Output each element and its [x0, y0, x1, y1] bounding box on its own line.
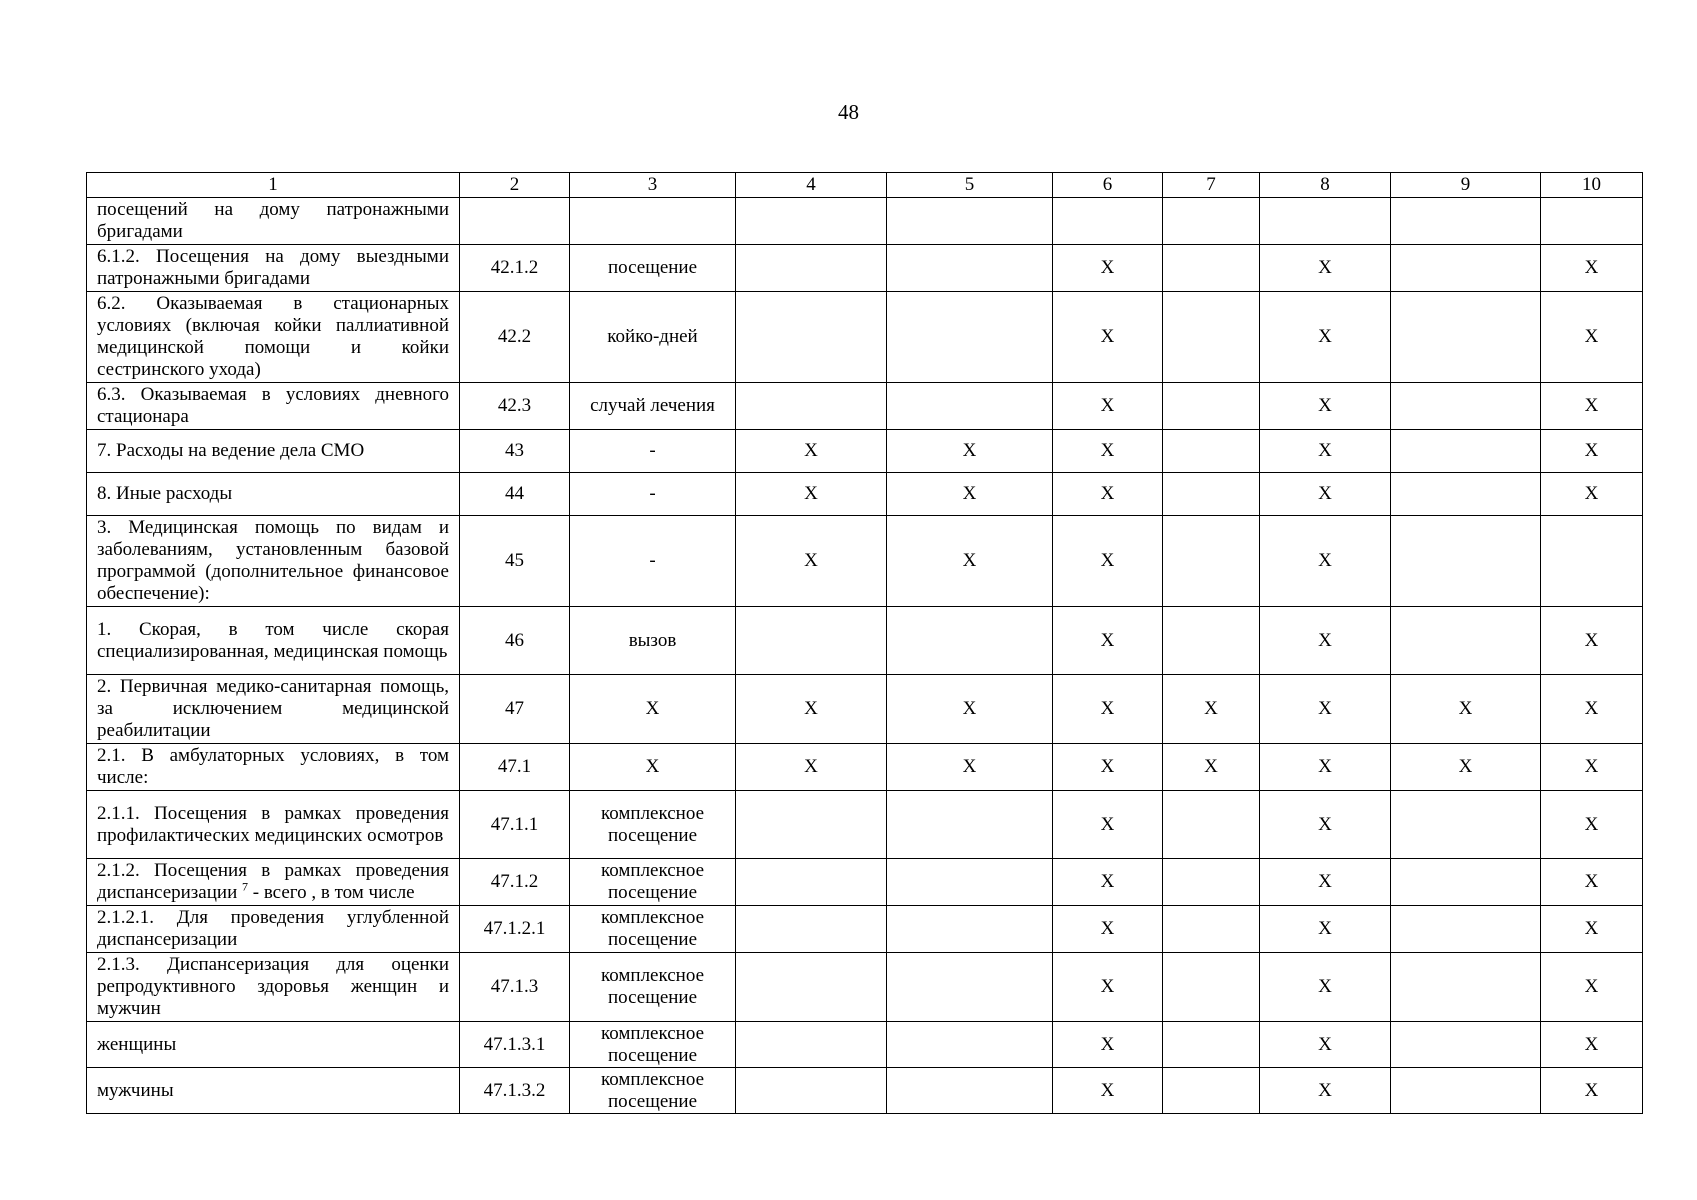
row-unit: - [570, 473, 736, 516]
row-unit: случай лечения [570, 383, 736, 430]
cell-col8: X [1260, 859, 1391, 906]
row-name: 2.1.3. Диспансеризация для оценки репродуктивного здоровья женщин и мужчин [87, 953, 460, 1022]
cell-col5 [887, 607, 1053, 675]
cell-col8: X [1260, 906, 1391, 953]
cell-col6: X [1053, 859, 1163, 906]
table-row [87, 791, 1643, 859]
cell-col7 [1163, 1022, 1260, 1068]
cell-col8: X [1260, 607, 1391, 675]
cell-col9 [1391, 906, 1541, 953]
cell-col7: X [1163, 744, 1260, 791]
row-name: 6.1.2. Посещения на дому выездными патронажными бригадами [87, 245, 460, 292]
cell-col7 [1163, 953, 1260, 1022]
cell-col7 [1163, 383, 1260, 430]
cell-col6: X [1053, 430, 1163, 473]
cell-col7 [1163, 906, 1260, 953]
cell-col10: X [1541, 430, 1643, 473]
cell-col4 [736, 292, 887, 383]
row-unit: X [570, 744, 736, 791]
cell-col9 [1391, 791, 1541, 859]
cell-col9 [1391, 198, 1541, 245]
row-name: посещений на дому патронажными бригадами [87, 198, 460, 245]
cell-col8: X [1260, 1022, 1391, 1068]
row-name: 2. Первичная медико-санитарная помощь, за исключением медицинской реабилитации [87, 675, 460, 744]
cell-col10: X [1541, 473, 1643, 516]
table-row [87, 906, 1643, 953]
cell-col9 [1391, 1068, 1541, 1114]
header-cell: 1 [87, 173, 460, 198]
row-code: 46 [460, 607, 570, 675]
row-unit: комплексное посещение [570, 791, 736, 859]
cell-col4: X [736, 473, 887, 516]
cell-col8 [1260, 198, 1391, 245]
row-name: мужчины [87, 1068, 460, 1114]
table-row [87, 607, 1643, 675]
table-row [87, 198, 1643, 245]
cell-col8: X [1260, 744, 1391, 791]
header-cell: 3 [570, 173, 736, 198]
cell-col5 [887, 1068, 1053, 1114]
header-row [87, 173, 1643, 198]
cell-col8: X [1260, 516, 1391, 607]
cell-col5: X [887, 675, 1053, 744]
cell-col9 [1391, 607, 1541, 675]
header-cell: 8 [1260, 173, 1391, 198]
cell-col10: X [1541, 383, 1643, 430]
cell-col9 [1391, 245, 1541, 292]
cell-col6: X [1053, 791, 1163, 859]
row-code: 47.1.3.2 [460, 1068, 570, 1114]
header-cell: 6 [1053, 173, 1163, 198]
cell-col6: X [1053, 675, 1163, 744]
cell-col10 [1541, 516, 1643, 607]
page-number: 48 [838, 100, 859, 124]
table-row [87, 859, 1643, 906]
cell-col10: X [1541, 791, 1643, 859]
row-unit: койко-дней [570, 292, 736, 383]
cell-col4 [736, 607, 887, 675]
cell-col9 [1391, 383, 1541, 430]
row-code: 42.3 [460, 383, 570, 430]
cell-col9 [1391, 859, 1541, 906]
cell-col7 [1163, 430, 1260, 473]
cell-col5: X [887, 430, 1053, 473]
row-name: 2.1.1. Посещения в рамках проведения профилактических медицинских осмотров [87, 791, 460, 859]
cell-col7 [1163, 198, 1260, 245]
cell-col5: X [887, 744, 1053, 791]
cell-col6: X [1053, 245, 1163, 292]
footnote-ref: 7 [242, 879, 248, 894]
cell-col6: X [1053, 516, 1163, 607]
cell-col6: X [1053, 906, 1163, 953]
cell-col6 [1053, 198, 1163, 245]
header-cell: 4 [736, 173, 887, 198]
cell-col4 [736, 383, 887, 430]
cell-col5 [887, 245, 1053, 292]
header-cell: 5 [887, 173, 1053, 198]
cell-col8: X [1260, 791, 1391, 859]
table-row [87, 292, 1643, 383]
cell-col10: X [1541, 292, 1643, 383]
cell-col8: X [1260, 430, 1391, 473]
cell-col9: X [1391, 675, 1541, 744]
cell-col10: X [1541, 1068, 1643, 1114]
cell-col5 [887, 791, 1053, 859]
table-row [87, 473, 1643, 516]
row-code: 44 [460, 473, 570, 516]
row-unit: комплексное посещение [570, 1022, 736, 1068]
row-name: 8. Иные расходы [87, 473, 460, 516]
cell-col4 [736, 953, 887, 1022]
row-code: 47 [460, 675, 570, 744]
cell-col6: X [1053, 1068, 1163, 1114]
cell-col4 [736, 245, 887, 292]
cell-col5: X [887, 473, 1053, 516]
cell-col5 [887, 198, 1053, 245]
row-name: 7. Расходы на ведение дела СМО [87, 430, 460, 473]
cell-col10: X [1541, 245, 1643, 292]
cell-col7 [1163, 1068, 1260, 1114]
header-cell: 9 [1391, 173, 1541, 198]
cell-col4: X [736, 744, 887, 791]
row-unit: - [570, 516, 736, 607]
cell-col7 [1163, 473, 1260, 516]
row-unit: посещение [570, 245, 736, 292]
cell-col8: X [1260, 1068, 1391, 1114]
table-row [87, 675, 1643, 744]
cell-col4 [736, 198, 887, 245]
header-cell: 7 [1163, 173, 1260, 198]
cell-col5 [887, 859, 1053, 906]
cell-col8: X [1260, 675, 1391, 744]
table-row [87, 245, 1643, 292]
cell-col8: X [1260, 473, 1391, 516]
cell-col10 [1541, 198, 1643, 245]
cell-col4: X [736, 430, 887, 473]
cell-col5 [887, 1022, 1053, 1068]
row-code: 42.2 [460, 292, 570, 383]
cell-col5 [887, 906, 1053, 953]
row-name-text-cont: - всего , в том числе [248, 882, 415, 903]
row-unit: - [570, 430, 736, 473]
cell-col9 [1391, 516, 1541, 607]
cell-col10: X [1541, 1022, 1643, 1068]
row-name: 2.1. В амбулаторных условиях, в том числе: [87, 744, 460, 791]
cell-col10: X [1541, 607, 1643, 675]
cell-col5: X [887, 516, 1053, 607]
cell-col7 [1163, 292, 1260, 383]
table-row [87, 383, 1643, 430]
cell-col7 [1163, 791, 1260, 859]
cell-col9 [1391, 1022, 1541, 1068]
row-name: 6.2. Оказываемая в стационарных условиях (включая койки паллиативной медицинской помощи и койки сестринского ухода) [87, 292, 460, 383]
cell-col4: X [736, 516, 887, 607]
row-code: 47.1.1 [460, 791, 570, 859]
cell-col4 [736, 906, 887, 953]
cell-col8: X [1260, 953, 1391, 1022]
header-cell: 10 [1541, 173, 1643, 198]
row-unit [570, 198, 736, 245]
row-code: 42.1.2 [460, 245, 570, 292]
cell-col9 [1391, 430, 1541, 473]
row-unit: комплексное посещение [570, 906, 736, 953]
row-code: 45 [460, 516, 570, 607]
row-code [460, 198, 570, 245]
cell-col7 [1163, 516, 1260, 607]
row-code: 47.1.3.1 [460, 1022, 570, 1068]
cell-col5 [887, 383, 1053, 430]
cell-col9 [1391, 473, 1541, 516]
row-name: женщины [87, 1022, 460, 1068]
row-unit: комплексное посещение [570, 859, 736, 906]
data-table [86, 172, 1643, 1114]
cell-col4 [736, 791, 887, 859]
cell-col5 [887, 953, 1053, 1022]
row-name: 3. Медицинская помощь по видам и заболеваниям, установленным базовой программой (дополнительное финансовое обеспечение): [87, 516, 460, 607]
cell-col9 [1391, 292, 1541, 383]
cell-col5 [887, 292, 1053, 383]
table-row [87, 1068, 1643, 1114]
cell-col6: X [1053, 1022, 1163, 1068]
row-unit: комплексное посещение [570, 1068, 736, 1114]
row-unit: вызов [570, 607, 736, 675]
cell-col10: X [1541, 859, 1643, 906]
cell-col8: X [1260, 245, 1391, 292]
cell-col10: X [1541, 906, 1643, 953]
cell-col10: X [1541, 744, 1643, 791]
row-name: 2.1.2.1. Для проведения углубленной диспансеризации [87, 906, 460, 953]
table-row [87, 953, 1643, 1022]
row-code: 43 [460, 430, 570, 473]
row-name-text: 2.1.2. Посещения в рамках проведения диспансеризации [97, 860, 449, 903]
row-unit: комплексное посещение [570, 953, 736, 1022]
row-code: 47.1.2.1 [460, 906, 570, 953]
row-code: 47.1.3 [460, 953, 570, 1022]
cell-col6: X [1053, 953, 1163, 1022]
cell-col7 [1163, 859, 1260, 906]
cell-col10: X [1541, 953, 1643, 1022]
cell-col4: X [736, 675, 887, 744]
cell-col8: X [1260, 383, 1391, 430]
cell-col4 [736, 859, 887, 906]
cell-col9: X [1391, 744, 1541, 791]
cell-col7 [1163, 607, 1260, 675]
cell-col6: X [1053, 473, 1163, 516]
cell-col9 [1391, 953, 1541, 1022]
row-name: 1. Скорая, в том числе скорая специализированная, медицинская помощь [87, 607, 460, 675]
row-code: 47.1 [460, 744, 570, 791]
cell-col7 [1163, 245, 1260, 292]
cell-col6: X [1053, 292, 1163, 383]
row-name: 6.3. Оказываемая в условиях дневного стационара [87, 383, 460, 430]
table-row [87, 744, 1643, 791]
cell-col10: X [1541, 675, 1643, 744]
table-row [87, 1022, 1643, 1068]
header-cell: 2 [460, 173, 570, 198]
row-unit: X [570, 675, 736, 744]
cell-col6: X [1053, 383, 1163, 430]
cell-col4 [736, 1022, 887, 1068]
cell-col8: X [1260, 292, 1391, 383]
row-code: 47.1.2 [460, 859, 570, 906]
cell-col4 [736, 1068, 887, 1114]
cell-col6: X [1053, 744, 1163, 791]
row-name [87, 859, 460, 906]
cell-col6: X [1053, 607, 1163, 675]
table-row [87, 430, 1643, 473]
table-row [87, 516, 1643, 607]
cell-col7: X [1163, 675, 1260, 744]
